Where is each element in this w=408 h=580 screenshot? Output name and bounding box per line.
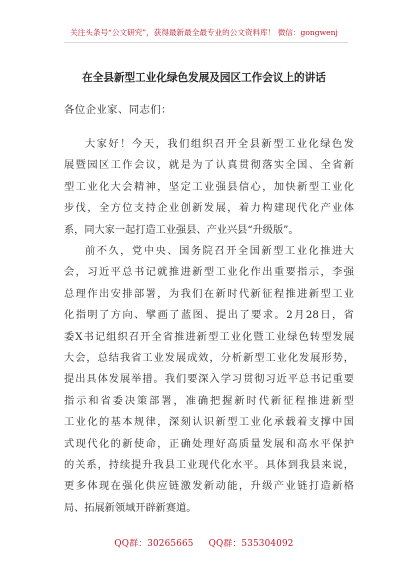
paragraph-line: 步伐，全方位支持企业创新发展，着力构建现代化产业体 [64, 203, 354, 215]
paragraph-line: 会，习近平总书记就推进新型工业化作出重要指示，李强 [64, 267, 354, 279]
paragraph-line: 指示和省委决策部署，准确把握新时代新征程推进新型 [64, 395, 354, 407]
document-title: 在全县新型工业化绿色发展及园区工作会议上的讲话 [82, 72, 326, 84]
paragraph-line: 大家好！今天，我们组织召开全县新型工业化绿色发 [85, 139, 354, 150]
paragraph-line: 型工业化大会精神，坚定工业强县信心，加快新型工业化 [64, 181, 354, 193]
footer-qq-group-1: QQ群：30265665 [114, 539, 194, 549]
footer-qq-group-2: QQ群：535304092 [208, 539, 294, 549]
header-banner: 关注头条号“公文研究”，获得最新最全最专业的公文资料库！ 微信：gongwenj [70, 28, 338, 37]
paragraph-1 [64, 134, 354, 241]
paragraph-line: 提出具体发展举措。我们要深入学习贯彻习近平总书记重要 [64, 374, 354, 386]
paragraph-line: 前不久，党中央、国务院召开全国新型工业化推进大 [85, 246, 354, 257]
paragraph-line: 系，同大家一起打造工业强县、产业兴县“升级版”。 [64, 224, 299, 236]
paragraph-2 [64, 241, 354, 519]
paragraph-line: 的关系，持续提升我县工业现代化水平。具体到我县来说， [64, 459, 354, 471]
paragraph-line: 化指明了方向、擘画了蓝图、提出了要求。2月28日，省 [64, 310, 354, 322]
paragraph-line: 式现代化的新使命，正确处理好高质量发展和高水平保护 [64, 438, 354, 450]
paragraph-line: 大会，总结我省工业发展成效，分析新型工业化发展形势， [64, 352, 354, 364]
paragraph-line: 工业化的基本规律，深刻认识新型工业化承载着支撑中国 [64, 417, 354, 429]
paragraph-line: 委X书记组织召开全省推进新型工业化暨工业绿色转型发展 [64, 331, 354, 343]
salutation: 各位企业家、同志们： [64, 104, 172, 116]
paragraph-line: 局、拓展新领域开辟新赛道。 [64, 502, 197, 514]
footer-contact [0, 536, 408, 549]
paragraph-line: 展暨园区工作会议，就是为了认真贯彻落实全国、全省新 [64, 160, 354, 172]
header-divider [64, 42, 348, 43]
paragraph-line: 总理作出安排部署，为我们在新时代新征程推进新型工业 [64, 288, 354, 300]
paragraph-line: 更多体现在强化供应链激发新动能，升级产业链打造新格 [64, 481, 354, 493]
